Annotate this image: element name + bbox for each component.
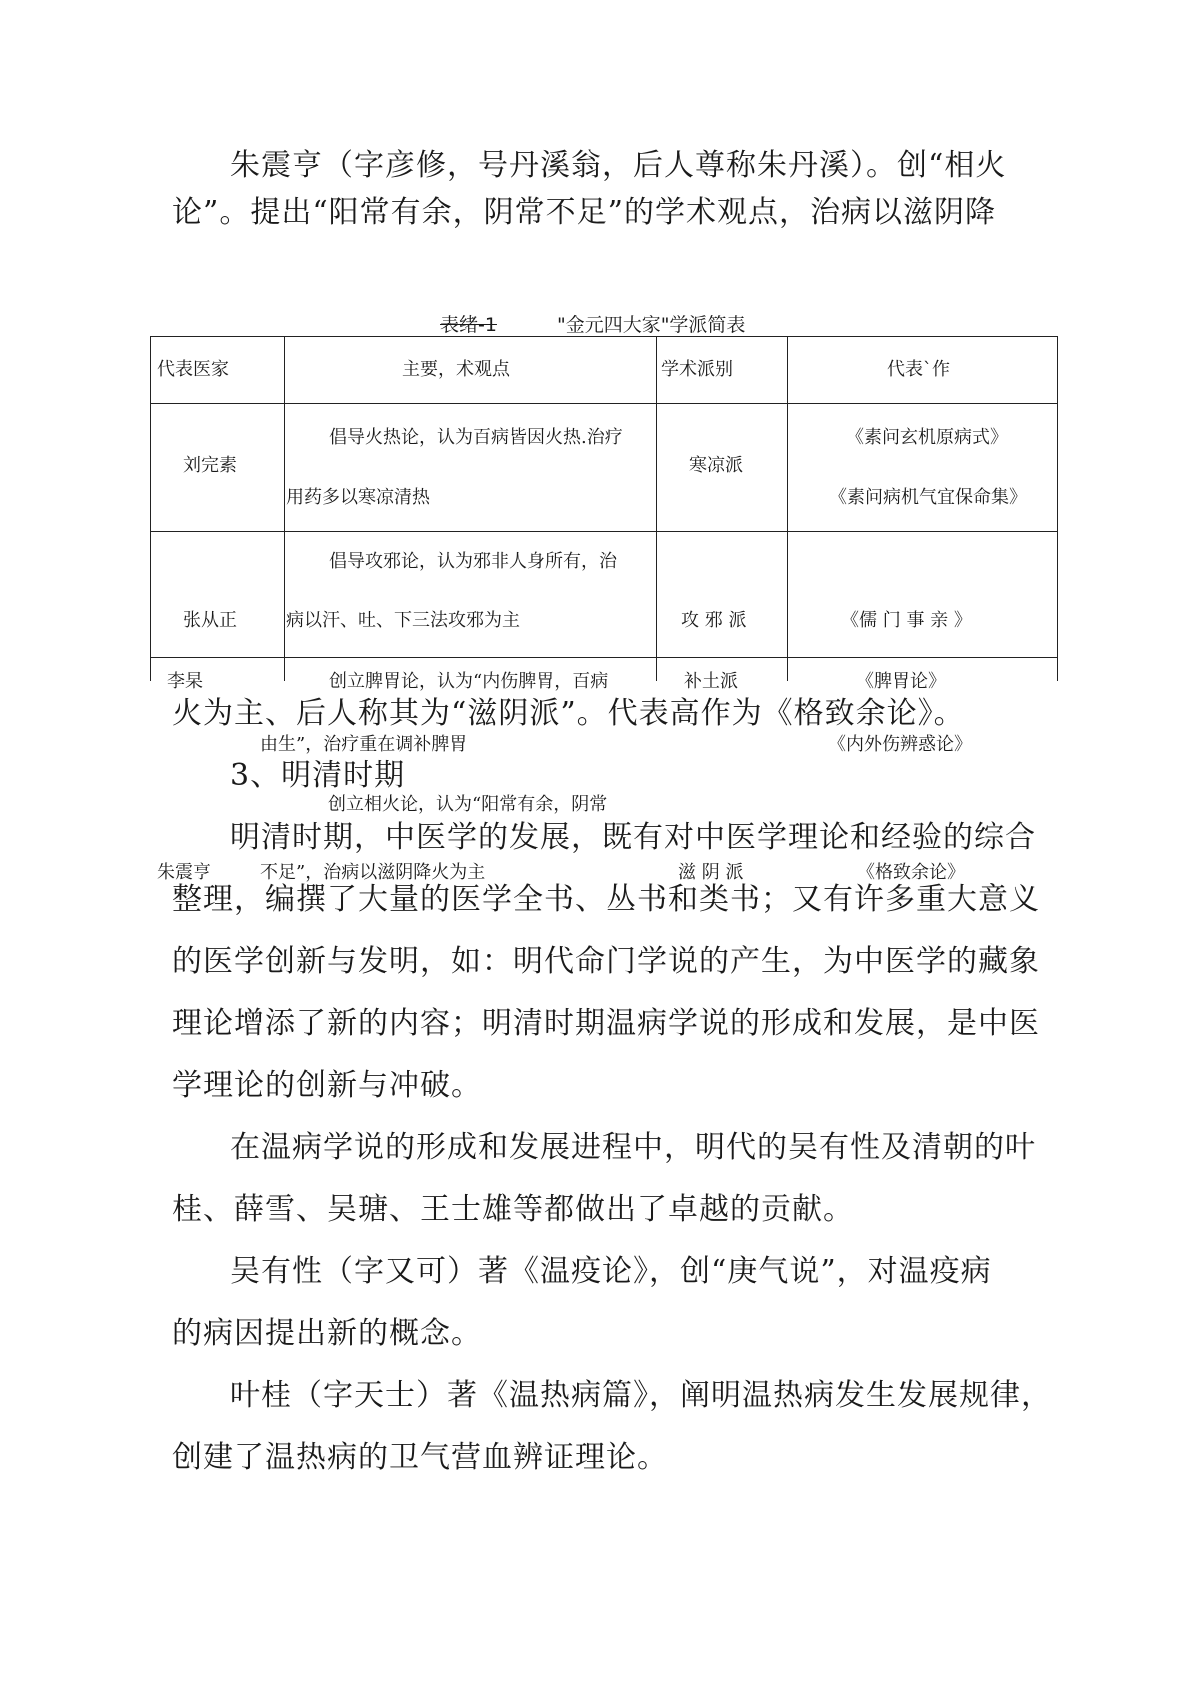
table-header-viewpoint: 主要，术观点 [402, 359, 510, 380]
paragraph-line: 的病因提出新的概念。 [172, 1316, 482, 1351]
table-cell-viewpoint: 倡导攻邪论，认为邪非人身所有，治 [329, 551, 617, 572]
paragraph-line: 在温病学说的形成和发展进程中，明代的吴有性及清朝的叶 [230, 1130, 1036, 1165]
table-cell-viewpoint: 病以汗、吐、下三法攻邪为主 [286, 610, 520, 631]
table-cell-name: 朱震亨 [157, 862, 211, 883]
school-table [150, 336, 1058, 692]
table-cell-work: 《脾胃论》 [856, 671, 946, 692]
paragraph-line: 吴有性（字又可）著《温疫论》，创“庚气说”，对温疫病 [230, 1254, 992, 1289]
paragraph-line: 叶桂（字天士）著《温热病篇》，阐明温热病发生发展规律， [230, 1378, 1052, 1413]
table-cell-work: 《儒 门 事 亲 》 [841, 610, 972, 631]
table-cell-viewpoint: 倡导火热论，认为百病皆因火热.治疗 [329, 427, 623, 448]
table-cell-name: 李杲 [167, 671, 203, 692]
paragraph-line: 整理，编撰了大量的医学全书、丛书和类书；又有许多重大意义 [172, 882, 1040, 917]
table-cell-school: 寒凉派 [689, 455, 743, 476]
paragraph-line: 火为主、后人称其为“滋阴派”。代表高作为《格致余论》。 [172, 696, 965, 731]
table-cell-work: 《素问病机气宜保命集》 [829, 487, 1027, 508]
paragraph-line: 理论增添了新的内容；明清时期温病学说的形成和发展，是中医 [172, 1006, 1040, 1041]
section-heading: 3、明清时期 [230, 758, 406, 793]
table-cell-viewpoint: 由生”，治疗重在调补脾胃 [260, 734, 468, 755]
table-cell-viewpoint: 创立脾胃论，认为“内伤脾胃，百病 [329, 671, 609, 692]
paragraph-line: 的医学创新与发明，如：明代命门学说的产生，为中医学的藏象 [172, 944, 1040, 979]
table-header-works: 代表`作 [887, 359, 950, 380]
table-cell-name: 张从正 [183, 610, 237, 631]
table-caption-number: 表绪-1 [440, 314, 497, 336]
table-cell-work: 《内外伤辨惑论》 [828, 734, 972, 755]
table-caption [440, 314, 745, 336]
paragraph-line: 明清时期，中医学的发展，既有对中医学理论和经验的综合 [230, 820, 1036, 855]
table-cell-viewpoint: 不足”，治病以滋阴降火为主 [260, 862, 486, 883]
table-header-school: 学术派别 [661, 359, 733, 380]
paragraph-line: 论”。提出“阳常有余，阴常不足”的学术观点，治病以滋阴降 [172, 195, 997, 230]
table-cell-viewpoint: 创立相火论，认为“阳常有余，阴常 [328, 794, 608, 815]
table-cell-school: 攻 邪 派 [681, 610, 747, 631]
table-cell-school: 滋 阴 派 [678, 862, 744, 883]
table-cell-viewpoint: 用药多以寒凉清热 [286, 487, 430, 508]
table-cell-name: 刘完素 [183, 455, 237, 476]
paragraph-line: 学理论的创新与冲破。 [172, 1068, 482, 1103]
paragraph-line: 桂、薛雪、吴瑭、王士雄等都做出了卓越的贡献。 [172, 1192, 854, 1227]
table-cell-school: 补土派 [684, 671, 738, 692]
table-cell-work: 《素问玄机原病式》 [846, 427, 1008, 448]
paragraph-line: 创建了温热病的卫气营血辨证理论。 [172, 1440, 668, 1475]
table-cell-work: 《格致余论》 [857, 862, 965, 883]
table-caption-title: "金元四大家"学派简表 [556, 314, 746, 336]
table-header-physician: 代表医家 [157, 359, 229, 380]
paragraph-line: 朱震亨（字彦修，号丹溪翁，后人尊称朱丹溪）。创“相火 [230, 148, 1007, 183]
